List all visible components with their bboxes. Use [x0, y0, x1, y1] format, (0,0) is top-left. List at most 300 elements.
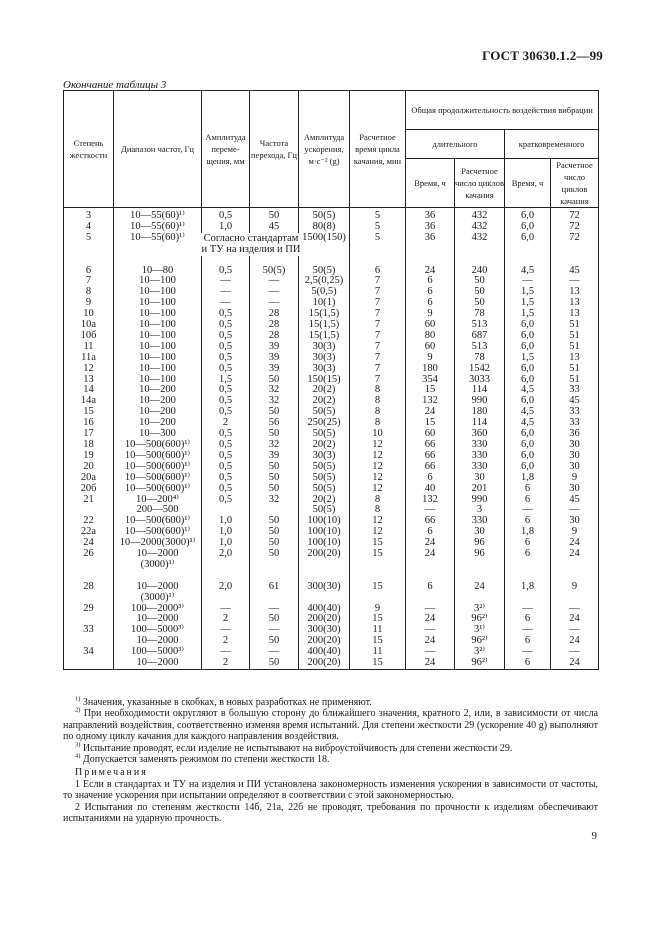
table-cell	[505, 560, 551, 571]
table-cell: 60	[406, 429, 455, 440]
table-cell: 6,0	[505, 233, 551, 244]
table-cell: 51	[551, 375, 599, 386]
table-cell: 0,5	[202, 462, 250, 473]
footnote-4-mark: 4)	[75, 752, 81, 760]
table-cell: 990	[455, 495, 505, 506]
table-cell: 26	[64, 549, 114, 560]
table-cell: —	[505, 505, 551, 516]
table-cell: 51	[551, 364, 599, 375]
table-cell: 432	[455, 233, 505, 244]
table-caption: Окончание таблицы 3	[63, 79, 167, 91]
table-cell: 15	[350, 549, 406, 560]
col-degree: Степень жесткости	[64, 91, 114, 208]
table-cell: 15	[350, 636, 406, 647]
table-cell: 7	[350, 364, 406, 375]
table-cell: 28	[250, 331, 299, 342]
table-cell: 330	[455, 451, 505, 462]
table-cell: 4,5	[505, 407, 551, 418]
table-cell: 9	[551, 473, 599, 484]
table-cell: 0,5	[202, 320, 250, 331]
table-cell: 10а	[64, 320, 114, 331]
table-cell: 33	[64, 625, 114, 636]
table-cell: 513	[455, 342, 505, 353]
table-cell: 36	[406, 233, 455, 244]
table-cell: 50	[250, 538, 299, 549]
table-cell: 28	[250, 309, 299, 320]
table-cell: 10—300	[114, 429, 202, 440]
table-cell: 33	[551, 385, 599, 396]
table-cell: 6,0	[505, 222, 551, 233]
table-cell: 7	[350, 353, 406, 364]
table-cell: 17	[64, 429, 114, 440]
table-row	[64, 593, 599, 604]
table-cell: 6	[505, 484, 551, 495]
table-cell: 16	[64, 418, 114, 429]
table-cell: 36	[406, 222, 455, 233]
table-cell: 10—2000	[114, 614, 202, 625]
table-cell: 24	[551, 658, 599, 669]
footnote-2	[63, 708, 598, 742]
table-cell: 50(5)	[250, 266, 299, 277]
table-cell: 24	[406, 636, 455, 647]
col-short-cycles: Расчетное число циклов качания	[551, 159, 599, 208]
table-cell: 6	[505, 658, 551, 669]
table-cell: 15	[350, 614, 406, 625]
table-cell	[299, 255, 350, 266]
table-notes	[63, 697, 598, 824]
table-cell: 6,0	[505, 462, 551, 473]
table-cell: 12	[350, 440, 406, 451]
table-cell: 100—2000³⁾	[114, 604, 202, 615]
table-cell: 20(2)	[299, 495, 350, 506]
table-cell: 10—100	[114, 331, 202, 342]
table-cell: 10	[64, 309, 114, 320]
table-cell: 30	[551, 484, 599, 495]
table-cell: 24	[406, 658, 455, 669]
table-cell: 15	[406, 418, 455, 429]
table-row	[64, 658, 599, 669]
table-cell: 50	[250, 658, 299, 669]
table-cell: 36	[551, 429, 599, 440]
footnote-1	[63, 697, 598, 708]
table-cell: 78	[455, 309, 505, 320]
table-cell: 1,0	[202, 516, 250, 527]
table-cell: 9	[64, 298, 114, 309]
table-cell: 8	[350, 418, 406, 429]
col-transition-frequency: Частота перехода, Гц	[250, 91, 299, 208]
table-cell: 6	[64, 266, 114, 277]
table-cell: 24	[551, 636, 599, 647]
table-cell: 250(25)	[299, 418, 350, 429]
table-cell: 10—500(600)¹⁾	[114, 440, 202, 451]
table-cell: 96²⁾	[455, 636, 505, 647]
table-cell: 1,8	[505, 527, 551, 538]
table-cell: 2	[202, 658, 250, 669]
table-cell: 10—80	[114, 266, 202, 277]
table-cell: 10—100	[114, 364, 202, 375]
table-cell: 24	[551, 614, 599, 625]
table-cell: 200(20)	[299, 549, 350, 560]
table-cell: 72	[551, 208, 599, 222]
footnote-2-mark: 2)	[75, 707, 81, 715]
table-cell: —	[250, 298, 299, 309]
table-cell: 10—100	[114, 309, 202, 320]
table-cell: —	[250, 625, 299, 636]
table-cell: 24	[406, 407, 455, 418]
table-cell: 0,5	[202, 208, 250, 222]
table-cell: 45	[551, 396, 599, 407]
table-cell: 10б	[64, 331, 114, 342]
table-cell: 60	[406, 342, 455, 353]
table-row	[64, 208, 599, 222]
footnote-1-mark: 1)	[75, 695, 81, 703]
table-cell: 72	[551, 233, 599, 244]
table-cell: —	[505, 604, 551, 615]
table-cell	[551, 593, 599, 604]
table-cell: 15	[350, 538, 406, 549]
table-cell: 0,5	[202, 495, 250, 506]
table-cell: 12	[350, 462, 406, 473]
table-cell: 10—200	[114, 418, 202, 429]
table-cell: 6	[406, 527, 455, 538]
table-cell: 300(30)	[299, 625, 350, 636]
table-cell: 80(8)	[299, 222, 350, 233]
table-cell	[455, 560, 505, 571]
table-row	[64, 560, 599, 571]
table-cell: 12	[350, 451, 406, 462]
page-number: 9	[591, 830, 597, 842]
footnote-4	[63, 754, 598, 765]
table-cell: 39	[250, 342, 299, 353]
table-cell: 39	[250, 353, 299, 364]
table-cell: 3	[64, 208, 114, 222]
table-cell: 10—200	[114, 385, 202, 396]
table-cell: 10—500(600)¹⁾	[114, 462, 202, 473]
table-cell: 2,0	[202, 582, 250, 593]
table-cell: 6	[505, 538, 551, 549]
table-cell: 45	[551, 495, 599, 506]
table-row	[64, 233, 599, 244]
table-cell: 50	[250, 527, 299, 538]
table-cell: 13	[551, 287, 599, 298]
table-cell: —	[202, 287, 250, 298]
table-cell: 513	[455, 320, 505, 331]
footnote-3	[63, 743, 598, 754]
table-cell: 114	[455, 418, 505, 429]
table-cell: 6	[505, 614, 551, 625]
table-cell: 4	[64, 222, 114, 233]
table-cell: 10—55(60)¹⁾	[114, 233, 202, 244]
footnote-1-text: Значения, указанные в скобках, в новых разработках не применяют.	[82, 697, 372, 708]
table-cell	[202, 255, 250, 266]
table-cell: —	[406, 604, 455, 615]
table-cell: 6,0	[505, 331, 551, 342]
table-cell: 354	[406, 375, 455, 386]
table-cell: 50	[250, 473, 299, 484]
table-cell: 50(5)	[299, 266, 350, 277]
table-cell: 30	[551, 516, 599, 527]
table-cell: 9	[551, 582, 599, 593]
table-cell	[406, 255, 455, 266]
table-cell: 10—55(60)¹⁾	[114, 222, 202, 233]
table-cell: 1,8	[505, 473, 551, 484]
table-cell: 15(1,5)	[299, 309, 350, 320]
table-cell	[250, 593, 299, 604]
table-cell: 0,5	[202, 451, 250, 462]
table-cell: 6,0	[505, 375, 551, 386]
table-cell: 6,0	[505, 396, 551, 407]
table-cell: 45	[551, 266, 599, 277]
table-cell: 13	[551, 298, 599, 309]
table-cell: 50	[250, 549, 299, 560]
footnote-4-text: Допускается заменять режимом по степени жесткости 18.	[82, 754, 330, 766]
table-cell: 20б	[64, 484, 114, 495]
table-cell: 6	[406, 473, 455, 484]
table-cell: 5	[350, 208, 406, 222]
table-cell: 80	[406, 331, 455, 342]
table-cell: 22	[64, 516, 114, 527]
table-cell: 30	[551, 451, 599, 462]
table-cell: —	[406, 505, 455, 516]
table-cell: 6,0	[505, 440, 551, 451]
table-cell: 7	[350, 375, 406, 386]
table-cell: 7	[64, 276, 114, 287]
table-cell: 10—100	[114, 353, 202, 364]
table-cell	[406, 244, 455, 255]
table-cell: 330	[455, 516, 505, 527]
table-cell: 50	[250, 484, 299, 495]
table-cell: 8	[350, 396, 406, 407]
note-1: 1 Если в стандартах и ТУ на изделия и ПИ установлена закономерность изменения ускорения в зависимости от частоты, то значение ускорения при испытании определяют в соответствии с этой закономерностью.	[63, 778, 598, 802]
table-cell: 3¹⁾	[455, 625, 505, 636]
table-cell: 4,5	[505, 385, 551, 396]
table-cell: 10—500(600)¹⁾	[114, 527, 202, 538]
table-cell: 6	[350, 266, 406, 277]
table-cell: 7	[350, 320, 406, 331]
table-cell: 1542	[455, 364, 505, 375]
table-cell: 6,0	[505, 342, 551, 353]
table-cell: 45	[250, 222, 299, 233]
table-cell: 10(1)	[299, 298, 350, 309]
table-cell: 15	[406, 385, 455, 396]
table-cell: 10—2000	[114, 658, 202, 669]
table-cell: 10—200	[114, 407, 202, 418]
table-cell: —	[551, 625, 599, 636]
table-cell: 100(10)	[299, 527, 350, 538]
table-cell: 1,5	[202, 375, 250, 386]
table-cell: 15(1,5)	[299, 320, 350, 331]
table-cell	[350, 244, 406, 255]
table-cell: 2	[202, 614, 250, 625]
table-cell	[551, 244, 599, 255]
table-cell: 114	[455, 385, 505, 396]
table-cell: 24	[406, 614, 455, 625]
table-cell: 6	[505, 516, 551, 527]
table-cell: 10—2000	[114, 549, 202, 560]
table-row	[64, 244, 599, 255]
table-cell: 50	[250, 375, 299, 386]
table-cell: 1,5	[505, 287, 551, 298]
table-cell: 0,5	[202, 309, 250, 320]
table-cell: 24	[406, 538, 455, 549]
table-cell: 39	[250, 364, 299, 375]
table-cell: —	[551, 505, 599, 516]
table-cell	[202, 560, 250, 571]
table-cell: 51	[551, 320, 599, 331]
table-cell: 20(2)	[299, 385, 350, 396]
table-cell: 3²⁾	[455, 647, 505, 658]
table-cell: 50(5)	[299, 462, 350, 473]
table-cell: 51	[551, 331, 599, 342]
table-cell: 28	[250, 320, 299, 331]
table-cell: —	[551, 604, 599, 615]
table-cell	[505, 593, 551, 604]
table-cell: 24	[551, 538, 599, 549]
table-cell	[64, 658, 114, 669]
table-cell: 18	[64, 440, 114, 451]
table-cell: 50	[250, 429, 299, 440]
table-cell: 8	[350, 385, 406, 396]
table-cell: 9	[406, 309, 455, 320]
table-cell: 10—500(600)¹⁾	[114, 484, 202, 495]
table-cell: 50	[250, 208, 299, 222]
table-cell: 10—100	[114, 320, 202, 331]
table-cell: 30(3)	[299, 342, 350, 353]
table-cell	[202, 593, 250, 604]
table-cell: 50	[250, 516, 299, 527]
table-cell: 56	[250, 418, 299, 429]
table-cell: 5	[350, 222, 406, 233]
table-cell: 29	[64, 604, 114, 615]
table-cell: 20а	[64, 473, 114, 484]
table-cell: 9	[406, 353, 455, 364]
table-cell: 11	[350, 647, 406, 658]
table-cell: 50	[250, 636, 299, 647]
table-cell	[299, 560, 350, 571]
table-row	[64, 484, 599, 495]
table-cell: 32	[250, 440, 299, 451]
table-cell: 3²⁾	[455, 604, 505, 615]
table-cell	[551, 560, 599, 571]
table-cell: 0,5	[202, 396, 250, 407]
table-cell: 432	[455, 222, 505, 233]
table-cell: 14	[64, 385, 114, 396]
table-cell: 24	[551, 549, 599, 560]
merged-cell-note: Согласно стандартам и ТУ на изделия и ПИ	[201, 233, 301, 256]
table-cell: —	[406, 647, 455, 658]
table-cell: 10—100	[114, 375, 202, 386]
table-cell	[64, 593, 114, 604]
table-cell: 200—500	[114, 505, 202, 516]
table-cell: 50	[455, 287, 505, 298]
table-cell: 20(2)	[299, 440, 350, 451]
footnote-2-text: При необходимости округляют в большую сторону до ближайшего значения, кратного 2, или, в зависимости от числа направлений воздействия, соответственно изменяя время испытаний. Для степени жесткости 29 (ускорение 40 g) выполняют по одному циклу качания для каждого направления воздействия.	[63, 708, 599, 743]
table-cell: 300(30)	[299, 582, 350, 593]
table-cell: 2,5(0,25)	[299, 276, 350, 287]
table-cell: 10—2000(3000)¹⁾	[114, 538, 202, 549]
table-cell	[250, 560, 299, 571]
table-cell: 1,5	[505, 298, 551, 309]
table-cell: 34	[64, 647, 114, 658]
table-cell: 96	[455, 538, 505, 549]
table-cell: 30	[455, 473, 505, 484]
table-cell: 132	[406, 495, 455, 506]
table-cell: 50(5)	[299, 429, 350, 440]
table-cell: 1,8	[505, 582, 551, 593]
table-cell: (3000)¹⁾	[114, 560, 202, 571]
table-cell: 6	[406, 276, 455, 287]
table-cell: 10—500(600)¹⁾	[114, 451, 202, 462]
table-cell: —	[551, 276, 599, 287]
table-cell: 24	[406, 549, 455, 560]
document-code: ГОСТ 30630.1.2—99	[482, 48, 603, 63]
table-cell: 10—200	[114, 396, 202, 407]
col-long-cycles: Расчетное число циклов качания	[455, 159, 505, 208]
table-cell: 12	[350, 516, 406, 527]
table-cell: 30	[551, 440, 599, 451]
table-cell: 5(0,5)	[299, 287, 350, 298]
table-cell: 100(10)	[299, 538, 350, 549]
table-cell: —	[202, 604, 250, 615]
table-cell: 2	[202, 418, 250, 429]
table-cell: 50(5)	[299, 407, 350, 418]
col-displacement-amplitude: Амплитуда переме-щения, мм	[202, 91, 250, 208]
table-cell: 10—200⁴⁾	[114, 495, 202, 506]
table-cell: 96²⁾	[455, 658, 505, 669]
table-cell: 50(5)	[299, 208, 350, 222]
table-cell: 6	[505, 549, 551, 560]
table-cell: 32	[250, 495, 299, 506]
table-cell: 10	[350, 429, 406, 440]
table-cell: 10—100	[114, 287, 202, 298]
footnote-3-mark: 3)	[75, 741, 81, 749]
table-cell: 7	[350, 309, 406, 320]
table-cell: 2	[202, 636, 250, 647]
table-cell: 5	[350, 233, 406, 244]
table-cell: —	[505, 647, 551, 658]
table-cell: 7	[350, 342, 406, 353]
table-cell: 33	[551, 418, 599, 429]
table-cell: 50(5)	[299, 473, 350, 484]
table-row	[64, 473, 599, 484]
col-frequency-range: Диапазон частот, Гц	[114, 91, 202, 208]
table-cell: 180	[406, 364, 455, 375]
table-cell: —	[505, 276, 551, 287]
table-cell: 30(3)	[299, 364, 350, 375]
table-cell: 180	[455, 407, 505, 418]
table-cell: 0,5	[202, 440, 250, 451]
table-cell: 0,5	[202, 331, 250, 342]
table-cell: 50(5)	[299, 484, 350, 495]
table-cell: 3	[455, 505, 505, 516]
table-cell: 13	[551, 353, 599, 364]
table-cell: 10—500(600)¹⁾	[114, 473, 202, 484]
table-cell: 30(3)	[299, 451, 350, 462]
col-long-time: Время, ч	[406, 159, 455, 208]
table-cell: —	[250, 276, 299, 287]
table-cell: 400(40)	[299, 604, 350, 615]
table-cell: 0,5	[202, 429, 250, 440]
col-cycle-time: Расчетное время цикла качания, мин	[350, 91, 406, 208]
col-short-exposure: кратковременного	[505, 130, 599, 159]
table-cell	[114, 244, 202, 255]
table-cell: (3000)¹⁾	[114, 593, 202, 604]
table-cell: 1,0	[202, 527, 250, 538]
table-cell	[114, 255, 202, 266]
table-cell: 66	[406, 462, 455, 473]
table-cell: 15	[64, 407, 114, 418]
col-acceleration-amplitude: Амплитуда ускорения, м·с⁻² (g)	[299, 91, 350, 208]
